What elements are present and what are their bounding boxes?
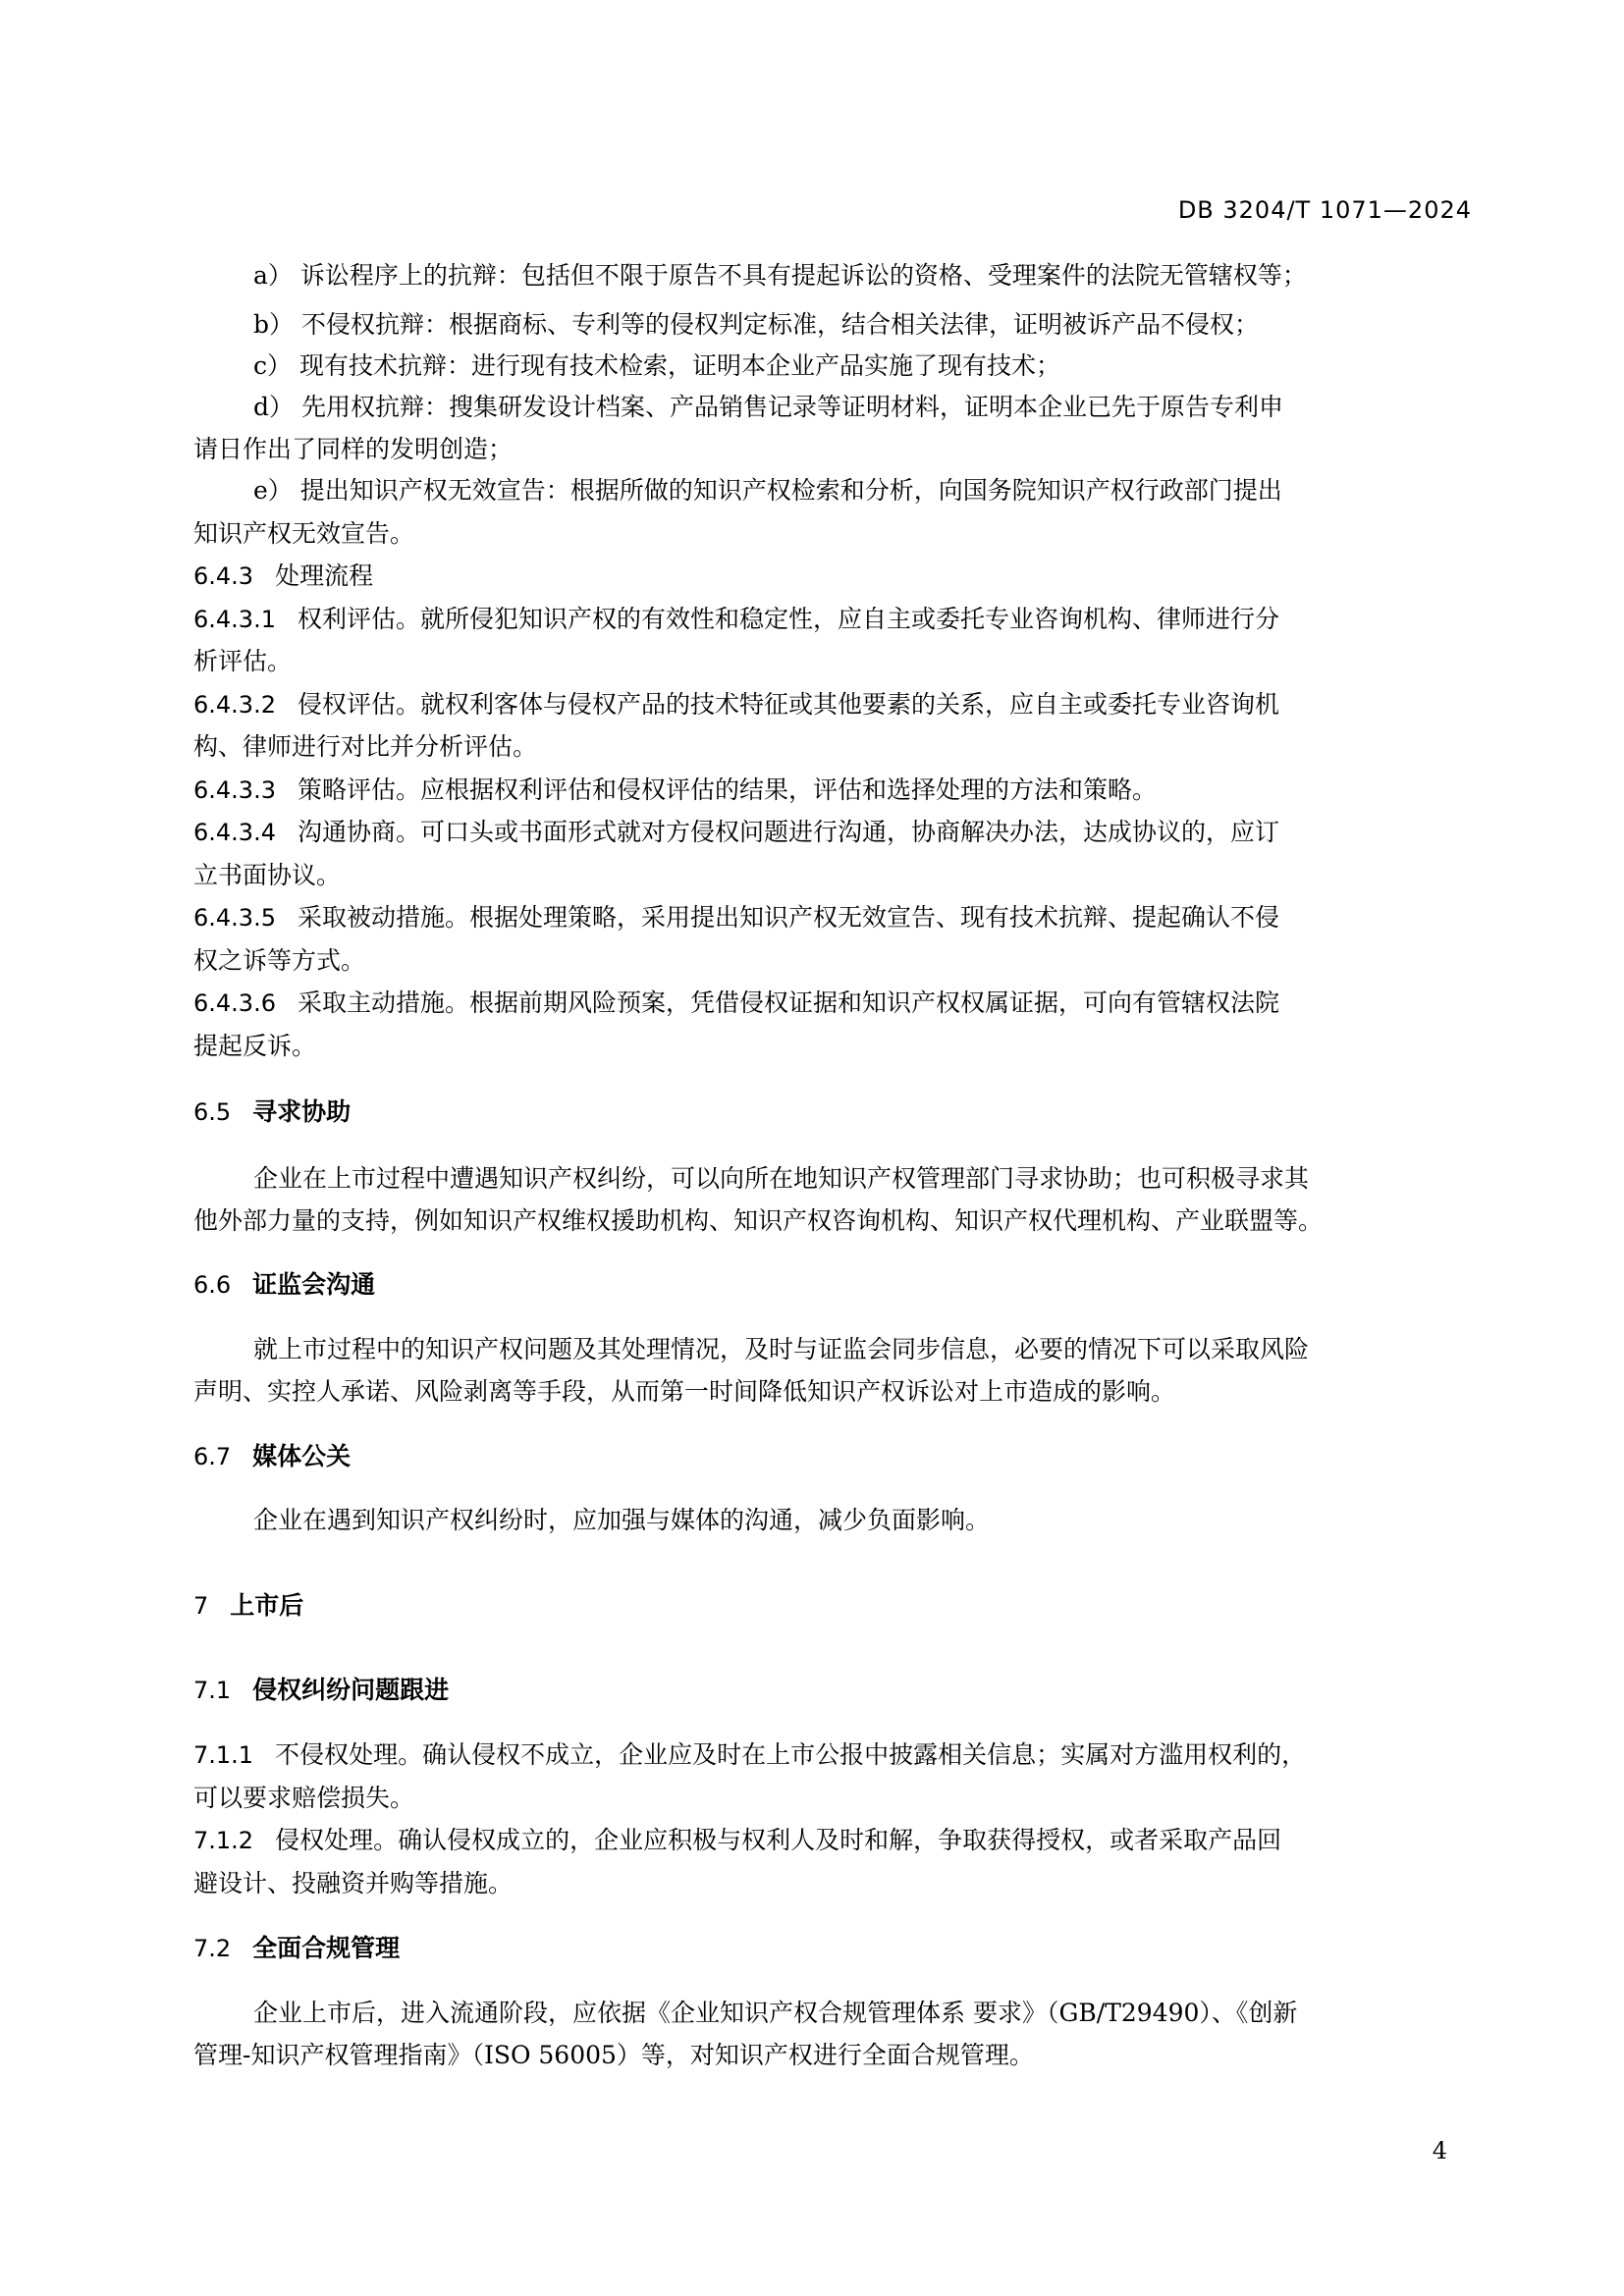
list-item-e-cont [193, 518, 414, 550]
paragraph-6-7 [253, 1505, 990, 1536]
list-item-d-cont [193, 434, 513, 465]
page-number: 4 [1432, 2137, 1447, 2164]
paragraph-6-6-line2 [193, 1376, 1175, 1408]
clause-6-4-3-2-cont [193, 731, 537, 763]
line-text: 权之诉等方式。 [193, 945, 366, 975]
document-code: DB 3204/T 1071—2024 [1177, 196, 1472, 224]
paragraph-6-5-line1 [253, 1163, 1309, 1195]
clause-number: 6.4.3.5 [193, 904, 276, 933]
paragraph-7-2-line1 [253, 1998, 1297, 2029]
section-6-5-heading [193, 1096, 351, 1128]
clause-number: 6.4.3 [193, 562, 254, 591]
section-title: 全面合规管理 [252, 1933, 401, 1962]
paragraph-6-6-line1 [253, 1334, 1309, 1365]
clause-number: 6.4.3.2 [193, 690, 276, 719]
clause-text: 侵权评估。就权利客体与侵权产品的技术特征或其他要素的关系，应自主或委托专业咨询机 [297, 689, 1279, 719]
clause-7-1-1 [193, 1739, 1306, 1771]
chapter-title: 上市后 [230, 1590, 304, 1620]
chapter-number: 7 [193, 1591, 209, 1620]
line-text: 知识产权无效宣告。 [193, 518, 415, 548]
clause-text: 策略评估。应根据权利评估和侵权评估的结果，评估和选择处理的方法和策略。 [297, 774, 1157, 804]
line-text: a） 诉讼程序上的抗辩：包括但不限于原告不具有提起诉讼的资格、受理案件的法院无管辖权等； [253, 261, 1307, 291]
clause-title: 处理流程 [275, 561, 374, 591]
section-number: 6.5 [193, 1098, 232, 1127]
clause-text: 采取被动措施。根据处理策略，采用提出知识产权无效宣告、现有技术抗辩、提起确认不侵 [297, 903, 1279, 933]
clause-6-4-3-5-cont [193, 945, 365, 977]
clause-number: 6.4.3.1 [193, 605, 276, 633]
clause-number: 6.4.3.3 [193, 775, 276, 804]
clause-text: 采取主动措施。根据前期风险预案，凭借侵权证据和知识产权权属证据，可向有管辖权法院 [297, 988, 1279, 1018]
clause-number: 7.1.1 [193, 1741, 254, 1770]
section-number: 6.7 [193, 1443, 232, 1471]
clause-6-4-3-6 [193, 988, 1279, 1019]
line-text: 可以要求赔偿损失。 [193, 1783, 415, 1812]
line-text: 管理-知识产权管理指南》（ISO 56005）等，对知识产权进行全面合规管理。 [193, 2041, 1034, 2070]
list-item-c [253, 350, 1060, 382]
list-item-d [253, 392, 1283, 423]
clause-text: 侵权处理。确认侵权成立的，企业应积极与权利人及时和解，争取获得授权，或者采取产品回 [275, 1826, 1282, 1855]
clause-6-4-3-6-cont [193, 1031, 316, 1062]
line-text: 就上市过程中的知识产权问题及其处理情况，及时与证监会同步信息，必要的情况下可以采取风险 [253, 1334, 1310, 1363]
list-item-b [253, 309, 1259, 341]
line-text: 企业在遇到知识产权纠纷时，应加强与媒体的沟通，减少负面影响。 [253, 1505, 991, 1534]
line-text: 析评估。 [193, 647, 293, 676]
line-text: b） 不侵权抗辩：根据商标、专利等的侵权判定标准，结合相关法律，证明被诉产品不侵权； [253, 309, 1259, 339]
clause-6-4-3-1-cont [193, 646, 292, 677]
line-text: 构、律师进行对比并分析评估。 [193, 732, 538, 762]
line-text: 立书面协议。 [193, 860, 342, 889]
section-title: 寻求协助 [252, 1097, 352, 1127]
clause-6-4-3-2 [193, 689, 1279, 721]
line-text: d） 先用权抗辩：搜集研发设计档案、产品销售记录等证明材料，证明本企业已先于原告专利申 [253, 392, 1283, 421]
line-text: 声明、实控人承诺、风险剥离等手段，从而第一时间降低知识产权诉讼对上市造成的影响。 [193, 1377, 1176, 1407]
section-title: 侵权纠纷问题跟进 [252, 1676, 450, 1705]
section-7-1-heading [193, 1675, 449, 1706]
paragraph-7-2-line2 [193, 2040, 1034, 2071]
section-6-7-heading [193, 1441, 351, 1472]
chapter-7-heading [193, 1590, 303, 1622]
line-text: 他外部力量的支持，例如知识产权维权援助机构、知识产权咨询机构、知识产权代理机构、产业联盟等。 [193, 1206, 1324, 1236]
clause-6-4-3-4 [193, 817, 1279, 848]
paragraph-6-5-line2 [193, 1205, 1323, 1237]
line-text: 企业在上市过程中遭遇知识产权纠纷，可以向所在地知识产权管理部门寻求协助；也可积极寻求其 [253, 1163, 1310, 1193]
clause-text: 沟通协商。可口头或书面形式就对方侵权问题进行沟通，协商解决办法，达成协议的，应订 [297, 818, 1279, 847]
clause-6-4-3-1 [193, 604, 1279, 635]
line-text: 请日作出了同样的发明创造； [193, 435, 514, 464]
line-text: c） 现有技术抗辩：进行现有技术检索，证明本企业产品实施了现有技术； [253, 350, 1060, 380]
clause-number: 7.1.2 [193, 1827, 254, 1855]
section-number: 7.1 [193, 1677, 232, 1705]
clause-text: 权利评估。就所侵犯知识产权的有效性和稳定性，应自主或委托专业咨询机构、律师进行分 [297, 604, 1279, 633]
section-6-6-heading [193, 1269, 375, 1301]
section-title: 证监会沟通 [252, 1269, 376, 1299]
clause-number: 6.4.3.6 [193, 989, 276, 1018]
clause-7-1-2-cont [193, 1868, 513, 1899]
list-item-a [253, 260, 1307, 292]
section-number: 7.2 [193, 1934, 232, 1962]
section-title: 媒体公关 [252, 1442, 352, 1471]
line-text: e） 提出知识产权无效宣告：根据所做的知识产权检索和分析，向国务院知识产权行政部门提出 [253, 476, 1282, 506]
clause-number: 6.4.3.4 [193, 819, 276, 847]
clause-7-1-1-cont [193, 1783, 414, 1814]
section-number: 6.6 [193, 1270, 232, 1299]
clause-6-4-3-5 [193, 902, 1279, 934]
clause-6-4-3 [193, 561, 373, 592]
line-text: 企业上市后，进入流通阶段，应依据《企业知识产权合规管理体系 要求》（GB/T29490）、《创新 [253, 1998, 1298, 2027]
list-item-e [253, 475, 1282, 507]
clause-text: 不侵权处理。确认侵权不成立，企业应及时在上市公报中披露相关信息；实属对方滥用权利的， [275, 1740, 1307, 1770]
line-text: 提起反诉。 [193, 1031, 317, 1060]
line-text: 避设计、投融资并购等措施。 [193, 1868, 514, 1897]
section-7-2-heading [193, 1933, 400, 1964]
clause-7-1-2 [193, 1825, 1281, 1856]
clause-6-4-3-3 [193, 774, 1157, 806]
clause-6-4-3-4-cont [193, 860, 341, 891]
